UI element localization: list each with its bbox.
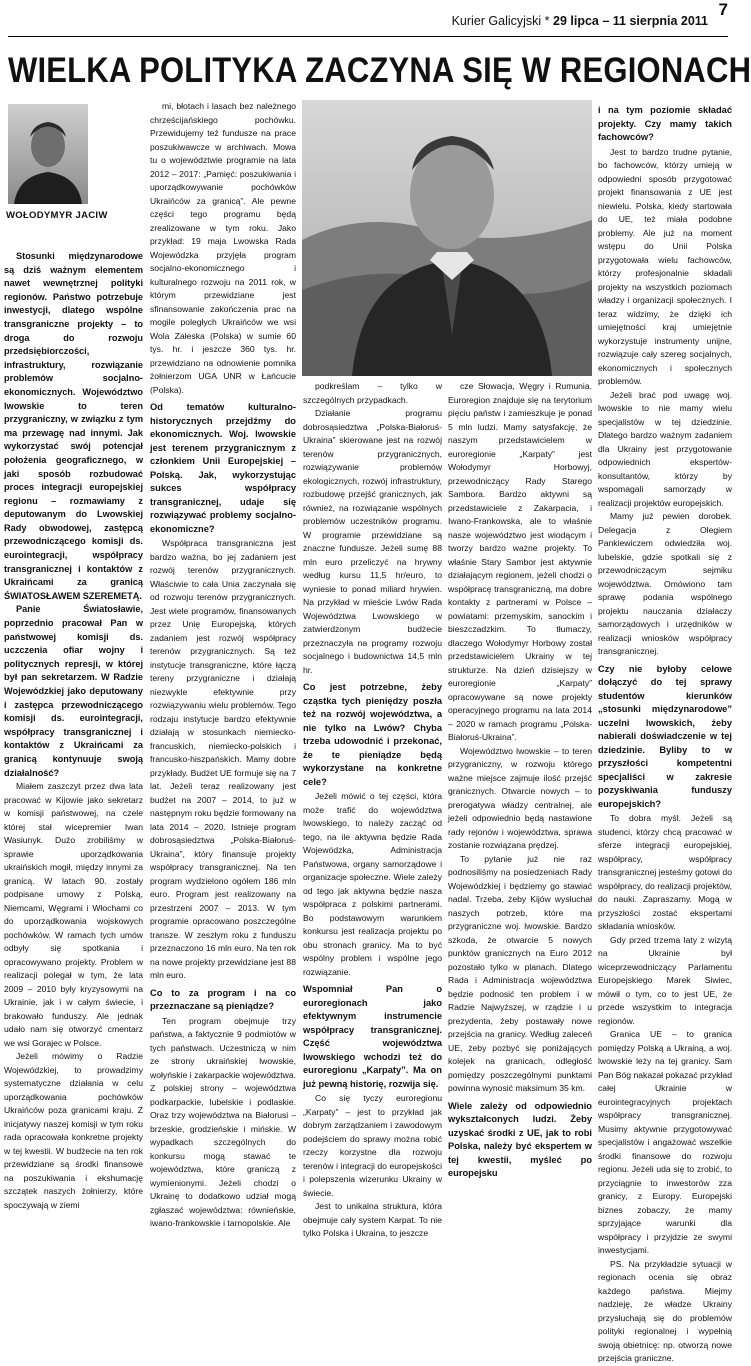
body-paragraph: PS. Na przykładzie sytuacji w regionach ocenia się obraz każdego państwa. Miejmy nadzieję, że władze Ukrainy przysłuchają się do problemów polityki regionalnej i wypełnią swoją obietnicę: np. otworzą nowe przejścia graniczne. <box>598 1258 732 1363</box>
question-heading: Czy nie byłoby celowe dołączyć do tej sprawy studentów kierunków „stosunki międzynarodowe” uczelni lwowskich, żeby nabierali doświadczenie w tej dziedzinie. Byliby to w przyszłości kompetentni specjaliści w zakresie pozyskiwania funduszy europejskich? <box>598 663 732 809</box>
body-paragraph: Jest to unikalna struktura, która obejmuje cały system Karpat. To nie tylko Polska i Ukraina, to jeszcze <box>303 1201 442 1238</box>
column-4 <box>448 380 592 1178</box>
body-paragraph: Jeżeli brać pod uwagę woj. lwowskie to nie mamy wielu specjalistów w tej dziedzinie. Dlatego bardzo ważnym zadaniem dla Ukrainy jest przygotowanie odpowiednich ekspertów-konsultantów, którzy by wspomagali samorządy w realizacji projektów europejskich. <box>598 389 732 508</box>
lead-paragraph: Stosunki międzynarodowe są dziś ważnym elementem nawet wewnętrznej polityki regionów. Państwo potrzebuje inwestycji, dlatego wspólne transgraniczne projekty – to droga do rozwoju przedsiębiorczości, infrastruktury, rozwiązanie problemów socjalno-ekonomicznych. Województwo lwowskie to teren przygraniczny, w związku z tym ma przewagę nad innymi. Jak wykorzystać swój potencjał położenia geograficznego, w jaki sposób rozbudować proces integracji europejskiej regionu – rozmawiamy z deputowanym do Lwowskiej Rady obwodowej, zastępcą przewodniczącego komisji ds. eurointegracji, współpracy transgranicznej i kontaktów z Ukraińcami za granicą ŚWIATOSŁAWEM SZEREMETĄ. <box>4 251 143 601</box>
body-paragraph: Co się tyczy euroregionu „Karpaty” – jest to przykład jak dobrym zarządzaniem i zawodowym podejściem do sprawy można robić rzeczy korzystne dla rozwoju terenów i integracji do europejskości i polepszenia wizerunku Ukrainy w świecie. <box>303 1093 442 1198</box>
column-5 <box>598 100 732 1363</box>
issue-dates: 29 lipca – 11 sierpnia 2011 <box>553 14 708 28</box>
page-header <box>8 2 728 37</box>
column-1 <box>4 250 143 1210</box>
question-heading: i na tym poziomie składać projekty. Czy mamy takich fachowców? <box>598 105 732 142</box>
question-heading: Co to za program i na co przeznaczane są pieniądze? <box>150 987 296 1011</box>
body-paragraph: mi, błotach i lasach bez należnego chrześcijańskiego pochówku. Przewidujemy też fundusze na prace poszukiwawcze w archiwach. Mowa tu o województwie programie na lata 2012 – 2017: „Pamięć: poszukiwania i uporządkowywanie pochówków Ukraińców za granicą”. Ale pewne części tego programu będą zrealizowane w tym roku. Jako przykład: 19 maja Lwowska Rada Wojewódzka przyjęła program socjalno-ekonomicznego i kulturalnego rozwoju na 2011 rok, w którym przewidziane jest sfinansowanie zakończenia prac na mogile poległych Ukraińców we wsi Wola Załeska (Polska) w sumie 60 tys. hr. i jeszcze 360 tys. hr. przewidziano na odnowienie pomnika żołnierzom UGA UNR w Łańcucie (Polska). <box>150 101 296 395</box>
question-heading: Wiele zależy od odpowiednio wykształconych ludzi. Żeby uzyskać środki z UE, jak to robi Polska, należy być ekspertem w tej kwestii, myśleć po europejsku <box>448 1100 592 1178</box>
question-heading: Od tematów kulturalno-historycznych przejdźmy do ekonomicznych. Woj. lwowskie jest terenem przygranicznym z członkiem Unii Europejskiej – Polską. Jak, wykorzystując sukces współpracy transgranicznej, udaje się rozwiązywać problemy socjalno-ekonomiczne? <box>150 402 296 534</box>
body-paragraph: To pytanie już nie raz podnosiliśmy na posiedzeniach Rady Wojewódzkiej i będziemy go stawiać nadal. Trzeba, żeby Kijów wysłuchał naszych potrzeb, które ma przygraniczne woj. lwowskie. Bardzo szkoda, że otwarcie 5 nowych punktów granicznych na Euro 2012 pozostało tylko w planach. Dlatego Rada i Administracja województwa będzie podnosić ten problem i w Radzie Najwyższej, w rządzie i u prezydenta, żeby postawały nowe przejścia na granicy. Według zaleceń UE, żeby pozbyć się poniżających kolejek na granicach, odległość pomiędzy poszczególnymi punktami powinna wynosić maksimum 35 km. <box>448 853 592 1093</box>
column-2 <box>150 100 296 1228</box>
body-paragraph: Współpraca transgraniczna jest bardzo ważna, bo jej zadaniem jest rozwój terenów przygranicznych. Właściwie to cała Unia zaczynała się od rozwoju terenów przygranicznych. Jest wiele programów, finansowanych przez Unię Europejską, których zadaniem jest rozwój współpracy terenów przygranicznych. Są też instytucje transgraniczne, które łączą tereny przygraniczne i działają niezwykle efektywnie przy rozwiązywaniu wielu problemów. Tego rodzaju instytucje bardzo efektywnie działają w stosunkach niemiecko-francuskich, niemiecko-polskich i francusko-hiszpańskich. Mamy dobre przykłady. Budżet UE formuje się na 7 lat. Jeżeli teraz realizowany jest budżet na 2007 – 2014, to już w następnym roku będzie formowany na lata 2014 – 2020. Istnieje program dobrosąsiedztwa „Polska-Białoruś-Ukraina”, który finansuje projekty współpracy transgranicznej. Na ten program wydzielono ogółem 186 mln euro. Program jest realizowany na przestrzeni 2007 – 2013. W tym programie opracowano poszczególne transze. W zeszłym roku z funduszu przeznaczono 16 mln euro. Na ten rok na nowe projekty przewidziane jest 88 mln euro. <box>150 538 296 980</box>
body-paragraph: Granica UE – to granica pomiędzy Polską a Ukrainą, a woj. lwowskie leży na tej granicy. Sam Pan Bóg nakazał pokazać przykład całej Ukrainie w eurointegracyjnych projektach współpracy transgranicznej. Musimy aktywnie przygotowywać specjalistów i angażować wszelkie środki finansowe do rozwoju regionu. Jeżeli uda się to zrobić, to przyciągnie to inwestorów zza granicy, z Europy. Europejski biznes zobaczy, że mamy sprzyjające warunki dla współpracy i przyjdzie ze swymi inwestycjami. <box>598 1029 732 1255</box>
body-paragraph: cze Słowacja, Węgry i Rumunia. Euroregion znajduje się na terytorium pięciu państw i zamieszkuje je ponad 5 mln ludzi. Mamy satysfakcję, że naszym przedstawicielem w euroregionie „Karpaty” jest Wołodymyr Horbowyj, przewodniczący Rady Starego Sambora. Bardzo aktywni są przedstawiciele z Zakarpacia, i Iwano-Frankowska, ale to właśnie nasze województwo jest wiodącym i tworzy bardzo ważne projekty. To właśnie Stary Sambor jest aktywnie działającym regionem, jeżeli chodzi o współpracę transgraniczną, ma dobre kontakty z partnerami w Polsce – powiatami: przemyskim, sanockim i bieszczadzkim. To tłumaczy, dlaczego Wołodymyr Horbowy został przedstawicielem Ukrainy w tej strukturze. Na dzień dzisiejszy w euroregionie „Karpaty” opracowywane są nowe projekty operacyjnego programu na lata 2014 – 2020 w ramach programu „Polska-Białoruś-Ukraina”. <box>448 381 592 742</box>
body-paragraph: Mamy już pewien dorobek. Delegacja z Olegiem Pankiewiczem odwiedziła woj. lubelskie, gdzie spotkali się z przewodniczącym sejmiku województwa. Omówiono tam sprawę podania wspólnego projektu nauczania działaczy samorządowych i urzędników w realizacji wniosków współpracy transgranicznej. <box>598 511 732 656</box>
publication-name: Kurier Galicyjski <box>451 14 542 28</box>
body-paragraph: Jeżeli mówimy o Radzie Wojewódzkiej, to prowadzimy systematyczne działania w celu uporządkowania pochówków Ukraińców poza granicami kraju. Z inicjatywy naszej komisji w tym roku rada opracowała konkretne projekty w tej kwestii. W budżecie na ten rok przewidziane są środki finansowe na poszukiwania i ekshumację szczątek naszych żołnierzy, które spoczywają w ziemi <box>4 1051 143 1210</box>
body-paragraph: To dobra myśl. Jeżeli są studenci, którzy chcą pracować w sferze integracji europejskiej, współpracy, współpracy transgranicznej jesteśmy gotowi do współpracy, do realizacji projektów, do nauki. Zapraszamy. Mogą w przyszłości zostać ekspertami składania wniosków. <box>598 813 732 931</box>
publication-line: Kurier Galicyjski * 29 lipca – 11 sierpnia 2011 <box>451 14 708 28</box>
interview-photo <box>302 100 592 376</box>
author-portrait <box>8 104 88 204</box>
body-paragraph: Miałem zaszczyt przez dwa lata pracować w Kijowie jako sekretarz w komisji państwowej, na czele której stał wicepremier Iwan Wasiunyk. Dużo zrobiliśmy w sprawie uporządkowania ukraińskich mogił, między innymi za granicą. W latach 90. zostały podpisane umowy z Polską, Niemcami, Węgrami i Włochami co do uporządkowania wojskowych pochówków. W ramach tych umów odbyły się spotkania i opracowywano projekty. Problem w realizacji polegał w tym, że lata 2009 – 2010 były kryzysowymi na Ukrainie, jak i w całym świecie, i brakowało funduszy. Ale jednak udało nam się otworzyć cmentarz we wsi Gorajec w Polsce. <box>4 781 143 1048</box>
body-paragraph: Gdy przed trzema laty z wizytą na Ukrainie był wiceprzewodniczący Parlamentu Europejskiego Marek Siwiec, mówił o tym, co to jest UE, że przede wszystkim to integracja regionów. <box>598 934 732 1026</box>
body-paragraph: Jeżeli mówić o tej części, która może trafić do województwa lwowskiego, to należy zacząć od tego, na ile aktywna będzie Rada Wojewódzka, Administracja Państwowa, organy samorządowe i organizacje społeczne. Wiele zależy od tego jak aktywna będzie nasza współpraca z polskimi partnerami. Bo podstawowym warunkiem konkursu jest realizacja projektu po obu stronach granicy. Ma to być wspólny problem i wspólne jego rozwiązanie. <box>303 791 442 977</box>
body-paragraph: Województwo lwowskie – to teren przygraniczny, w rozwoju którego ważne miejsce zajmuje ilość przejść granicznych. Otwarcie nowych – to prerogatywa władzy centralnej, ale jeżeli odpowiednio będą nastawione rady rejonów i województwa, sprawa zostanie rozwiązana prędzej. <box>448 745 592 850</box>
headline: WIELKA POLITYKA ZACZYNA SIĘ W REGIONACH <box>8 50 751 91</box>
body-paragraph: Działanie programu dobrosąsiedztwa „Polska-Białoruś-Ukraina” skierowane jest na rozwój terenów przygranicznych, rozwiązywanie problemów ekologicznych, rozwój infrastruktury, rozbudowę przejść granicznych, jak również, na rozwiązanie wspólnych problemów uczestników programu. W programie przewidziane są znaczne fundusze. Jeżeli sumę 88 mln euro przeliczyć na hrywny według kursu 11,5 hr/euro, to wyniesie to ponad miliard hrywien. Na przykład w mieście Lwów Rada Województwa Lwowskiego w zatwierdzonym budżecie przeznaczyła na programy rozwoju socjalnego i budownictwa 14,5 mln hr. <box>303 408 442 675</box>
body-paragraph: Jest to bardzo trudne pytanie, bo fachowców, którzy umieją w odpowiedni sposób przygotować projekt finansowania z UE jest niewielu. Polska, kiedy startowała do UE, też miała podobne problemy. Ale już na moment wstępu do Unii Polska przygotowała wielu fachowców, którzy profesjonalnie składali projekty na wszystkich poziomach władzy i organizacji społecznych. I teraz widzimy, że dzięki ich umiejętności kraj umiejętnie wykorzystuje instrumenty unijne, rozwiązuje cały szereg socjalnych, ekonomicznych i społecznych problemów. <box>598 146 732 386</box>
body-paragraph: Ten program obejmuje trzy państwa, a faktycznie 9 podmiotów w tych państwach. Uczestniczą w nim ze strony ukraińskiej lwowskie, wołyńskie i zakarpackie województwa. Z polskiej strony – województwa podkarpackie, lubelskie i podlaskie. Oraz trzy województwa na Białorusi – brzeskie, grodzieńskie i mińskie. W wypadkach szczególnych do konkursu mogą stawać te województwa, które graniczą z wymienionymi. Jeżeli chodzi o Ukrainę to dodatkowo udział mogą zgłaszać województwa: równieńskie, iwano-frankowskie i tarnopolskie. Ale <box>150 1015 296 1228</box>
author-caption: WOŁODYMYR JACIW <box>6 210 108 221</box>
page-number: 7 <box>718 0 728 19</box>
question-heading: Co jest potrzebne, żeby cząstka tych pieniędzy poszła też na rozwój województwa, a nie tylko na Lwów? Chyba trzeba udowodnić i przekonać, że te pieniądze będą wykorzystane na konkretne cele? <box>303 682 442 787</box>
column-3 <box>303 380 442 1238</box>
body-paragraph: podkreślam – tylko w szczególnych przypadkach. <box>303 381 442 405</box>
lead-paragraph: Panie Światosławie, poprzednio pracował Pan w państwowej komisji ds. uczczenia ofiar wojny i politycznych represji, w której był pan sekretarzem. W Radzie Wojewódzkiej jako deputowany i zastępca przewodniczącego komisji ds. eurointegracji, współpracy transgranicznej i kontaktów z Ukraińcami za granicą kontynuuje swoją działalność? <box>4 604 143 778</box>
question-heading: Wspomniał Pan o euroregionach jako efektywnym instrumencie współpracy transgranicznej. Część województwa lwowskiego wchodzi też do euroregionu „Karpaty”. Ma on już pewną historię, rozwija się. <box>303 984 442 1089</box>
